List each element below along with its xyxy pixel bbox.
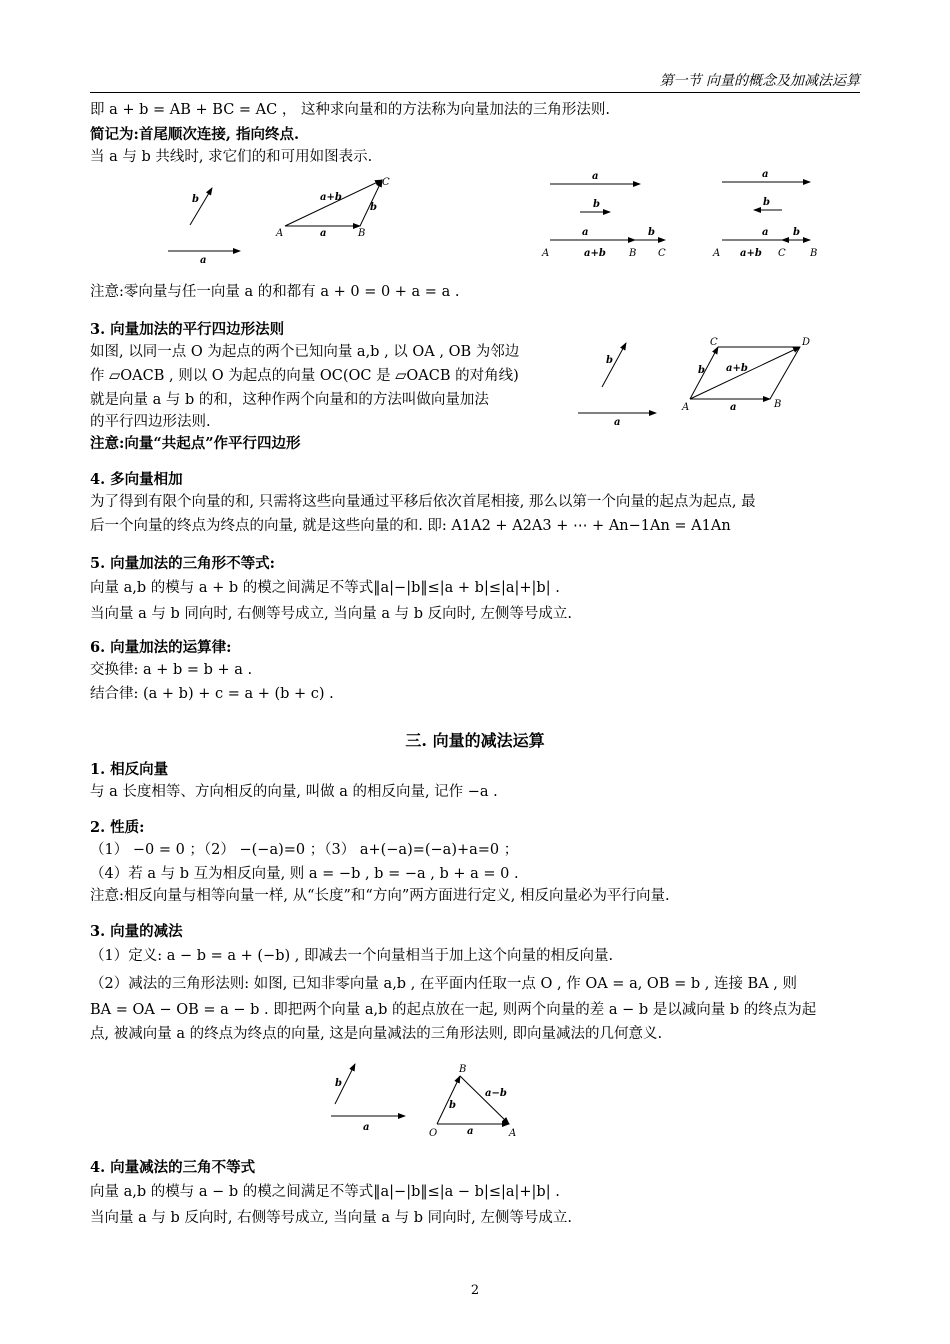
- pg-label-b2: b: [698, 365, 705, 376]
- s3-p1: 如图, 以同一点 O 为起点的两个已知向量 a,b , 以 OA , OB 为邻边: [90, 344, 520, 360]
- label-b3: b: [593, 199, 600, 210]
- label-C3: C: [778, 248, 786, 259]
- pg-label-C: C: [710, 337, 718, 348]
- label-C2: C: [658, 248, 666, 259]
- t3-title: 3. 向量的减法: [90, 923, 183, 940]
- s3-p2: 作 ▱OACB , 则以 O 为起点的向量 OC(OC 是 ▱OACB 的对角线): [90, 368, 519, 384]
- label-a4: a: [582, 227, 589, 238]
- s4-p2: 后一个向量的终点为终点的向量, 就是这些向量的和. 即: A1A2 + A2A3 + ⋯ + An−1An = A1An: [90, 518, 731, 534]
- zero-note: [90, 280, 459, 301]
- pg-label-a2: a: [730, 402, 737, 413]
- label-B3: B: [810, 248, 818, 259]
- label-A3: A: [713, 248, 721, 259]
- t2-p1: （1） −0 = 0 ；（2） −(−a)=0 ；（3） a+(−a)=(−a)+a=0 ；: [90, 842, 519, 858]
- sub-label-a2: a: [467, 1126, 474, 1137]
- t1-p1: 与 a 长度相等、方向相反的向量, 叫做 a 的相反向量, 记作 −a .: [90, 784, 498, 800]
- page-number: 2: [470, 1283, 480, 1298]
- label-ab: a+b: [320, 192, 342, 203]
- s3-p3: 就是向量 a 与 b 的和，这种作两个向量和的方法叫做向量加法: [90, 392, 489, 408]
- label-ab2: a+b: [584, 248, 606, 259]
- label-B: B: [358, 228, 366, 239]
- pg-label-ab: a+b: [726, 363, 748, 374]
- label-a: a: [200, 255, 207, 266]
- sub-label-amb: a−b: [485, 1088, 507, 1099]
- label-A2: A: [542, 248, 550, 259]
- s6-p1: 交换律: a + b = b + a .: [90, 662, 253, 678]
- t3-p1: （1）定义: a − b = a + (−b) , 即减去一个向量相当于加上这个向量的相反向量.: [90, 948, 614, 964]
- sub-label-b: b: [335, 1078, 342, 1089]
- t3-p4: 点, 被减向量 a 的终点为终点的向量, 这是向量减法的三角形法则, 即向量减法的几何意义.: [90, 1026, 663, 1042]
- t2-note: 注意:相反向量与相等向量一样, 从“长度”和“方向”两方面进行定义, 相反向量必为平行向量.: [90, 888, 670, 904]
- label-a2: a: [320, 228, 327, 239]
- header-rule: [90, 92, 860, 93]
- sub-BA: [460, 1076, 509, 1124]
- t2-p2: （4）若 a 与 b 互为相反向量, 则 a = −b , b = −a , b + a = 0 .: [90, 866, 519, 882]
- label-C: C: [382, 177, 390, 188]
- s5-title: 5. 向量加法的三角形不等式:: [90, 555, 276, 572]
- label-A: A: [276, 228, 284, 239]
- t3-p3: BA = OA − OB = a − b . 即把两个向量 a,b 的起点放在一起, 则两个向量的差 a − b 是以减向量 b 的终点为起: [90, 1002, 817, 1018]
- addition-figures: [150, 170, 850, 270]
- sub-label-O: O: [429, 1128, 438, 1139]
- sub-label-a: a: [363, 1122, 370, 1133]
- label-b2: b: [370, 202, 377, 213]
- s4-p1: 为了得到有限个向量的和, 只需将这些向量通过平移后依次首尾相接, 那么以第一个向量的起点为起点, 最: [90, 494, 756, 510]
- label-a3: a: [592, 171, 599, 182]
- sub-label-A: A: [509, 1128, 517, 1139]
- s3-title: 3. 向量加法的平行四边形法则: [90, 321, 285, 338]
- pg-right: [770, 347, 800, 399]
- label-a5: a: [762, 170, 769, 180]
- s3-p4: 的平行四边形法则.: [90, 414, 211, 430]
- t4-p1: 向量 a,b 的模与 a − b 的模之间满足不等式‖a|−|b‖≤|a − b|≤|a|+|b| .: [90, 1184, 560, 1200]
- pg-label-B: B: [774, 399, 782, 410]
- line-1-text: 即 a + b = AB + BC = AC ， 这种求向量和的方法称为向量加法的三角形法则.: [90, 102, 611, 118]
- t4-title: 4. 向量减法的三角不等式: [90, 1159, 256, 1176]
- zero-note-text: 注意:零向量与任一向量 a 的和都有 a + 0 = 0 + a = a .: [90, 284, 460, 300]
- line-1: [90, 98, 610, 119]
- t1-title: 1. 相反向量: [90, 761, 169, 778]
- sec3-title: 三. 向量的减法运算: [405, 731, 545, 750]
- label-B2: B: [629, 248, 637, 259]
- s4-title: 4. 多向量相加: [90, 471, 183, 488]
- parallelogram-figure: [570, 335, 830, 435]
- t4-p2: 当向量 a 与 b 反向时, 右侧等号成立, 当向量 a 与 b 同向时, 左侧等号成立.: [90, 1210, 572, 1226]
- subtraction-figure: [325, 1058, 545, 1142]
- collinear-line: 当 a 与 b 共线时, 求它们的和可用如图表示.: [90, 149, 373, 165]
- sub-label-B: B: [459, 1064, 467, 1075]
- pg-label-A: A: [682, 402, 690, 413]
- s3-note: 注意:向量“共起点”作平行四边形: [90, 435, 301, 452]
- label-b4: b: [648, 227, 655, 238]
- label-b6: b: [793, 227, 800, 238]
- pg-label-a: a: [614, 417, 621, 428]
- s5-p2: 当向量 a 与 b 同向时, 右侧等号成立, 当向量 a 与 b 反向时, 左侧等号成立.: [90, 606, 572, 622]
- s6-title: 6. 向量加法的运算律:: [90, 639, 232, 656]
- label-b: b: [192, 194, 199, 205]
- label-a6: a: [762, 227, 769, 238]
- s5-p1: 向量 a,b 的模与 a + b 的模之间满足不等式‖a|−|b‖≤|a + b|≤|a|+|b| .: [90, 580, 560, 596]
- s6-p2: 结合律: (a + b) + c = a + (b + c) .: [90, 686, 334, 702]
- t3-p2: （2）减法的三角形法则: 如图, 已知非零向量 a,b , 在平面内任取一点 O , 作 OA = a, OB = b , 连接 BA , 则: [90, 976, 798, 992]
- sub-label-b2: b: [449, 1100, 456, 1111]
- pg-label-b: b: [606, 355, 613, 366]
- label-ab3: a+b: [740, 248, 762, 259]
- t2-title: 2. 性质:: [90, 819, 145, 836]
- pg-label-D: D: [802, 337, 811, 348]
- triangle-ac: [285, 180, 382, 226]
- page-header: 第一节 向量的概念及加减法运算: [659, 73, 860, 89]
- summary-line: 简记为:首尾顺次连接, 指向终点.: [90, 126, 299, 143]
- label-b5: b: [763, 197, 770, 208]
